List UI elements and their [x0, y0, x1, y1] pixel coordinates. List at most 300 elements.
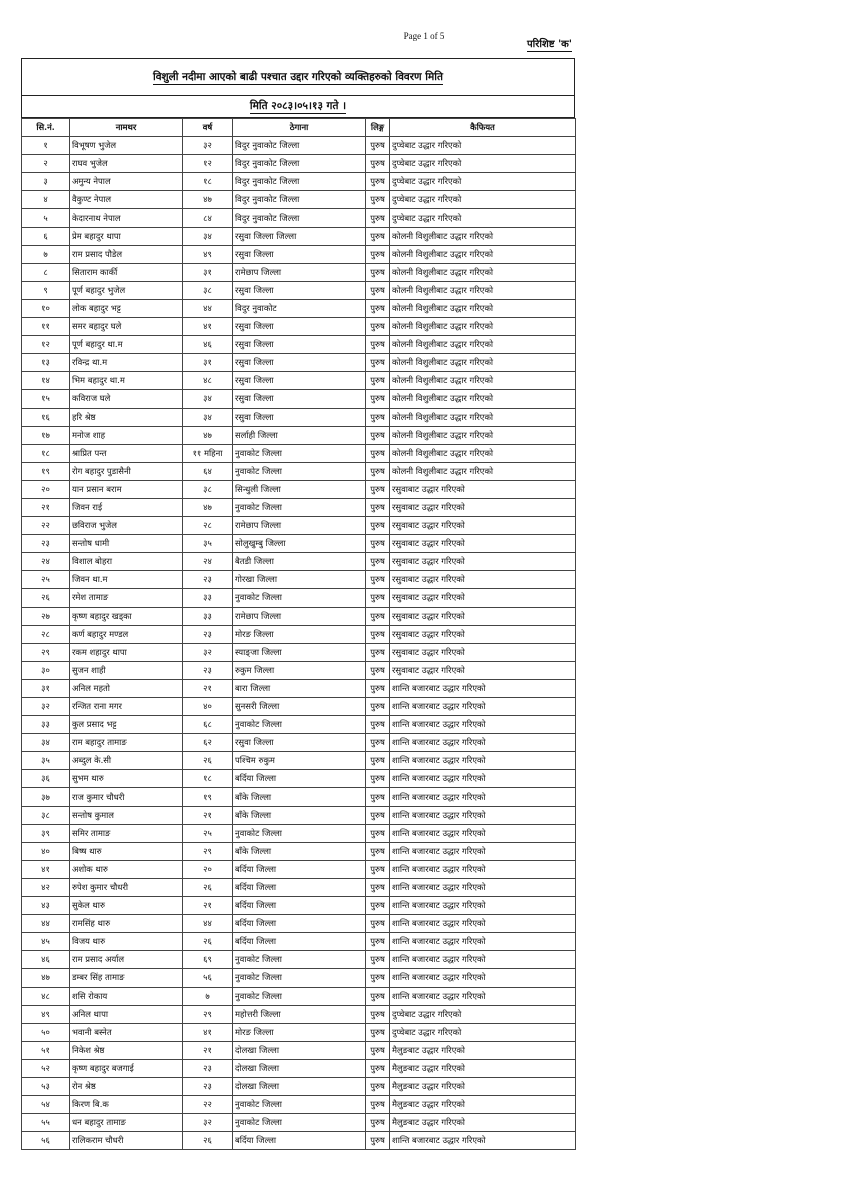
remarks-cell: कोलनी विशुलीबाट उद्धार गरिएको [390, 444, 576, 462]
table-row [22, 155, 576, 173]
address-cell: नुवाकोट जिल्ला [233, 1114, 366, 1132]
address-cell: बाँके जिल्ला [233, 788, 366, 806]
age-cell: ७ [183, 987, 233, 1005]
name-cell: वैकुण्ट नेपाल [70, 191, 183, 209]
address-cell: नुवाकोट जिल्ला [233, 462, 366, 480]
gender-cell: पुरुष [366, 752, 390, 770]
remarks-cell: मैलुङबाट उद्धार गरिएको [390, 1041, 576, 1059]
table-row [22, 318, 576, 336]
gender-cell: पुरुष [366, 372, 390, 390]
page-number: Page 1 of 5 [403, 31, 445, 41]
age-cell: ४८ [183, 372, 233, 390]
serial-cell: ५५ [22, 1114, 70, 1132]
name-cell: रामसिंह थारु [70, 915, 183, 933]
age-cell: ६२ [183, 734, 233, 752]
remarks-cell: दुप्चेबाट उद्धार गरिएको [390, 137, 576, 155]
table-row [22, 1096, 576, 1114]
remarks-cell: मैलुङबाट उद्धार गरिएको [390, 1096, 576, 1114]
name-cell: यान प्रसान बराम [70, 480, 183, 498]
remarks-cell: रसुवाबाट उद्धार गरिएको [390, 607, 576, 625]
address-cell: बर्दिया जिल्ला [233, 770, 366, 788]
age-cell: २१ [183, 679, 233, 697]
serial-cell: १ [22, 137, 70, 155]
age-cell: ३१ [183, 263, 233, 281]
age-cell: ४१ [183, 1023, 233, 1041]
table-row [22, 281, 576, 299]
name-cell: रालिकराम चौधरी [70, 1132, 183, 1150]
name-cell: रोग बहादुर पुडासैनी [70, 462, 183, 480]
age-cell: ३४ [183, 390, 233, 408]
table-row [22, 137, 576, 155]
address-cell: स्याङ्जा जिल्ला [233, 643, 366, 661]
serial-cell: ३१ [22, 679, 70, 697]
gender-cell: पुरुष [366, 1023, 390, 1041]
table-row [22, 734, 576, 752]
remarks-cell: शान्ति बजारबाट उद्धार गरिएको [390, 1132, 576, 1150]
age-cell: २५ [183, 824, 233, 842]
age-cell: ३२ [183, 137, 233, 155]
gender-cell: पुरुष [366, 299, 390, 317]
serial-cell: ४० [22, 842, 70, 860]
age-cell: ३८ [183, 281, 233, 299]
name-cell: डम्बर सिंह तामाङ [70, 969, 183, 987]
name-cell: राघव भुजेल [70, 155, 183, 173]
gender-cell: पुरुष [366, 191, 390, 209]
table-row [22, 480, 576, 498]
age-cell: २१ [183, 1041, 233, 1059]
remarks-cell: कोलनी विशुलीबाट उद्धार गरिएको [390, 426, 576, 444]
gender-cell: पुरुष [366, 734, 390, 752]
serial-cell: ४१ [22, 860, 70, 878]
address-cell: विदुर नुवाकोट जिल्ला [233, 155, 366, 173]
table-row [22, 535, 576, 553]
gender-cell: पुरुष [366, 444, 390, 462]
age-cell: ४४ [183, 915, 233, 933]
gender-cell: पुरुष [366, 209, 390, 227]
name-cell: विशाल बोहरा [70, 553, 183, 571]
name-cell: कुल प्रसाद भट्ट [70, 716, 183, 734]
table-row [22, 1114, 576, 1132]
address-cell: सिन्धुली जिल्ला [233, 480, 366, 498]
gender-cell: पुरुष [366, 173, 390, 191]
remarks-cell: कोलनी विशुलीबाट उद्धार गरिएको [390, 372, 576, 390]
gender-cell: पुरुष [366, 1041, 390, 1059]
table-row [22, 788, 576, 806]
table-row [22, 263, 576, 281]
table-row [22, 1077, 576, 1095]
name-cell: अब्दुल के.सी [70, 752, 183, 770]
address-cell: दोलखा जिल्ला [233, 1077, 366, 1095]
name-cell: धन बहादुर तामाङ [70, 1114, 183, 1132]
remarks-cell: रसुवाबाट उद्धार गरिएको [390, 571, 576, 589]
name-cell: हरि श्रेष्ठ [70, 408, 183, 426]
age-cell: ३२ [183, 643, 233, 661]
serial-cell: ३५ [22, 752, 70, 770]
serial-cell: २४ [22, 553, 70, 571]
remarks-cell: शान्ति बजारबाट उद्धार गरिएको [390, 752, 576, 770]
address-cell: नुवाकोट जिल्ला [233, 716, 366, 734]
gender-cell: पुरुष [366, 318, 390, 336]
remarks-cell: शान्ति बजारबाट उद्धार गरिएको [390, 679, 576, 697]
table-row [22, 1132, 576, 1150]
gender-cell: पुरुष [366, 263, 390, 281]
remarks-cell: दुप्चेबाट उद्धार गरिएको [390, 209, 576, 227]
serial-cell: ७ [22, 245, 70, 263]
address-cell: नुवाकोट जिल्ला [233, 969, 366, 987]
address-cell: विदुर नुवाकोट जिल्ला [233, 137, 366, 155]
remarks-cell: कोलनी विशुलीबाट उद्धार गरिएको [390, 299, 576, 317]
header-age: वर्ष [183, 119, 233, 137]
name-cell: अशोक थारु [70, 860, 183, 878]
remarks-cell: शान्ति बजारबाट उद्धार गरिएको [390, 842, 576, 860]
gender-cell: पुरुष [366, 969, 390, 987]
name-cell: अनिल महतो [70, 679, 183, 697]
table-row [22, 987, 576, 1005]
name-cell: छविराज भुजेल [70, 517, 183, 535]
remarks-cell: शान्ति बजारबाट उद्धार गरिएको [390, 788, 576, 806]
remarks-cell: रसुवाबाट उद्धार गरिएको [390, 625, 576, 643]
name-cell: पूर्ण बहादुर था.म [70, 336, 183, 354]
gender-cell: पुरुष [366, 770, 390, 788]
header-remarks: कैफियत [390, 119, 576, 137]
gender-cell: पुरुष [366, 589, 390, 607]
remarks-cell: मैलुङबाट उद्धार गरिएको [390, 1059, 576, 1077]
table-row [22, 1059, 576, 1077]
gender-cell: पुरुष [366, 842, 390, 860]
gender-cell: पुरुष [366, 462, 390, 480]
gender-cell: पुरुष [366, 625, 390, 643]
table-row [22, 915, 576, 933]
age-cell: २६ [183, 1132, 233, 1150]
serial-cell: ८ [22, 263, 70, 281]
name-cell: सुकेल थारु [70, 897, 183, 915]
gender-cell: पुरुष [366, 1114, 390, 1132]
table-row [22, 1041, 576, 1059]
age-cell: २६ [183, 752, 233, 770]
name-cell: राम प्रसाद अर्याल [70, 951, 183, 969]
address-cell: नुवाकोट जिल्ला [233, 498, 366, 516]
age-cell: १२ [183, 155, 233, 173]
name-cell: भवानी बस्नेत [70, 1023, 183, 1041]
remarks-cell: कोलनी विशुलीबाट उद्धार गरिएको [390, 318, 576, 336]
remarks-cell: शान्ति बजारबाट उद्धार गरिएको [390, 951, 576, 969]
serial-cell: ५६ [22, 1132, 70, 1150]
name-cell: किरण बि.क [70, 1096, 183, 1114]
table-row [22, 498, 576, 516]
gender-cell: पुरुष [366, 716, 390, 734]
name-cell: बिष्ष थारु [70, 842, 183, 860]
age-cell: ३१ [183, 354, 233, 372]
table-row [22, 933, 576, 951]
serial-cell: ३० [22, 661, 70, 679]
gender-cell: पुरुष [366, 915, 390, 933]
age-cell: २६ [183, 933, 233, 951]
address-cell: रसुवा जिल्ला [233, 408, 366, 426]
gender-cell: पुरुष [366, 1096, 390, 1114]
title-box [21, 58, 575, 96]
address-cell: नुवाकोट जिल्ला [233, 951, 366, 969]
name-cell: अनिल थापा [70, 1005, 183, 1023]
age-cell: २३ [183, 625, 233, 643]
serial-cell: १३ [22, 354, 70, 372]
table-row [22, 878, 576, 896]
gender-cell: पुरुष [366, 281, 390, 299]
address-cell: रसुवा जिल्ला [233, 390, 366, 408]
serial-cell: २० [22, 480, 70, 498]
serial-cell: १९ [22, 462, 70, 480]
age-cell: २८ [183, 517, 233, 535]
header-name: नामथर [70, 119, 183, 137]
document-sheet [21, 58, 575, 1150]
gender-cell: पुरुष [366, 137, 390, 155]
name-cell: सन्तोष धामी [70, 535, 183, 553]
age-cell: २३ [183, 661, 233, 679]
name-cell: राम प्रसाद पौडेल [70, 245, 183, 263]
gender-cell: पुरुष [366, 860, 390, 878]
name-cell: राम बहादुर तामाङ [70, 734, 183, 752]
serial-cell: २६ [22, 589, 70, 607]
gender-cell: पुरुष [366, 480, 390, 498]
age-cell: १८ [183, 173, 233, 191]
age-cell: ३८ [183, 480, 233, 498]
table-row [22, 209, 576, 227]
serial-cell: ११ [22, 318, 70, 336]
remarks-cell: शान्ति बजारबाट उद्धार गरिएको [390, 915, 576, 933]
name-cell: मनोज शाह [70, 426, 183, 444]
gender-cell: पुरुष [366, 245, 390, 263]
address-cell: बर्दिया जिल्ला [233, 1132, 366, 1150]
address-cell: दोलखा जिल्ला [233, 1059, 366, 1077]
serial-cell: ५३ [22, 1077, 70, 1095]
address-cell: रसुवा जिल्ला [233, 318, 366, 336]
name-cell: सुभम थारु [70, 770, 183, 788]
remarks-cell: शान्ति बजारबाट उद्धार गरिएको [390, 824, 576, 842]
address-cell: रामेछाप जिल्ला [233, 517, 366, 535]
remarks-cell: रसुवाबाट उद्धार गरिएको [390, 589, 576, 607]
remarks-cell: शान्ति बजारबाट उद्धार गरिएको [390, 969, 576, 987]
age-cell: ४६ [183, 336, 233, 354]
serial-cell: ५२ [22, 1059, 70, 1077]
serial-cell: १६ [22, 408, 70, 426]
serial-cell: ४४ [22, 915, 70, 933]
name-cell: कृष्ण बहादुर खड्का [70, 607, 183, 625]
age-cell: २१ [183, 897, 233, 915]
table-row [22, 227, 576, 245]
age-cell: ३४ [183, 408, 233, 426]
serial-cell: २७ [22, 607, 70, 625]
gender-cell: पुरुष [366, 878, 390, 896]
serial-cell: २३ [22, 535, 70, 553]
serial-cell: २५ [22, 571, 70, 589]
table-row [22, 571, 576, 589]
age-cell: ६८ [183, 716, 233, 734]
header-serial: सि.नं. [22, 119, 70, 137]
name-cell: जिवन था.म [70, 571, 183, 589]
table-row [22, 698, 576, 716]
serial-cell: ४ [22, 191, 70, 209]
table-row [22, 951, 576, 969]
serial-cell: ४८ [22, 987, 70, 1005]
name-cell: कृष्ण बहादुर बजगाई [70, 1059, 183, 1077]
table-row [22, 390, 576, 408]
remarks-cell: दुप्चेबाट उद्धार गरिएको [390, 191, 576, 209]
name-cell: पूर्ण बहादुर भुजेल [70, 281, 183, 299]
gender-cell: पुरुष [366, 806, 390, 824]
gender-cell: पुरुष [366, 679, 390, 697]
address-cell: सोलुखुम्बु जिल्ला [233, 535, 366, 553]
gender-cell: पुरुष [366, 933, 390, 951]
gender-cell: पुरुष [366, 607, 390, 625]
age-cell: ४७ [183, 498, 233, 516]
table-row [22, 517, 576, 535]
address-cell: बाँके जिल्ला [233, 842, 366, 860]
age-cell: ४० [183, 698, 233, 716]
serial-cell: ३ [22, 173, 70, 191]
remarks-cell: दुप्चेबाट उद्धार गरिएको [390, 1023, 576, 1041]
remarks-cell: रसुवाबाट उद्धार गरिएको [390, 643, 576, 661]
serial-cell: ३३ [22, 716, 70, 734]
serial-cell: ३४ [22, 734, 70, 752]
gender-cell: पुरुष [366, 571, 390, 589]
date-box [21, 96, 575, 118]
name-cell: केदारनाथ नेपाल [70, 209, 183, 227]
serial-cell: ४९ [22, 1005, 70, 1023]
table-row [22, 1023, 576, 1041]
remarks-cell: शान्ति बजारबाट उद्धार गरिएको [390, 987, 576, 1005]
remarks-cell: कोलनी विशुलीबाट उद्धार गरिएको [390, 462, 576, 480]
serial-cell: २१ [22, 498, 70, 516]
remarks-cell: कोलनी विशुलीबाट उद्धार गरिएको [390, 281, 576, 299]
address-cell: बर्दिया जिल्ला [233, 933, 366, 951]
age-cell: २९ [183, 1005, 233, 1023]
table-row [22, 589, 576, 607]
table-row [22, 408, 576, 426]
remarks-cell: मैलुङबाट उद्धार गरिएको [390, 1077, 576, 1095]
table-row [22, 824, 576, 842]
table-body [22, 137, 576, 1150]
name-cell: कविराज घले [70, 390, 183, 408]
serial-cell: ९ [22, 281, 70, 299]
table-row [22, 1005, 576, 1023]
age-cell: २३ [183, 1077, 233, 1095]
table-header-row [22, 119, 576, 137]
address-cell: बैतडी जिल्ला [233, 553, 366, 571]
age-cell: ११ महिना [183, 444, 233, 462]
table-row [22, 679, 576, 697]
table-row [22, 354, 576, 372]
remarks-cell: शान्ति बजारबाट उद्धार गरिएको [390, 770, 576, 788]
table-row [22, 860, 576, 878]
address-cell: विदुर नुवाकोट जिल्ला [233, 209, 366, 227]
remarks-cell: शान्ति बजारबाट उद्धार गरिएको [390, 897, 576, 915]
document-date: मिति २०८३।०५।१३ गते । [249, 100, 347, 112]
serial-cell: ५ [22, 209, 70, 227]
name-cell: भिम बहादुर था.म [70, 372, 183, 390]
name-cell: समिर तामाङ [70, 824, 183, 842]
remarks-cell: कोलनी विशुलीबाट उद्धार गरिएको [390, 245, 576, 263]
address-cell: रसुवा जिल्ला [233, 372, 366, 390]
address-cell: नुवाकोट जिल्ला [233, 1096, 366, 1114]
address-cell: महोत्तरी जिल्ला [233, 1005, 366, 1023]
name-cell: प्रेम बहादुर थापा [70, 227, 183, 245]
gender-cell: पुरुष [366, 1059, 390, 1077]
remarks-cell: कोलनी विशुलीबाट उद्धार गरिएको [390, 336, 576, 354]
remarks-cell: शान्ति बजारबाट उद्धार गरिएको [390, 716, 576, 734]
serial-cell: १५ [22, 390, 70, 408]
name-cell: श्राप्रित पन्त [70, 444, 183, 462]
table-row [22, 770, 576, 788]
name-cell: रुपेश कुमार चौधरी [70, 878, 183, 896]
gender-cell: पुरुष [366, 517, 390, 535]
address-cell: दोलखा जिल्ला [233, 1041, 366, 1059]
serial-cell: ५१ [22, 1041, 70, 1059]
gender-cell: पुरुष [366, 227, 390, 245]
address-cell: विदुर नुवाकोट जिल्ला [233, 173, 366, 191]
header-gender: लिङ्ग [366, 119, 390, 137]
address-cell: रसुवा जिल्ला [233, 734, 366, 752]
name-cell: लोक बहादुर भट्ट [70, 299, 183, 317]
remarks-cell: शान्ति बजारबाट उद्धार गरिएको [390, 860, 576, 878]
serial-cell: १० [22, 299, 70, 317]
gender-cell: पुरुष [366, 897, 390, 915]
gender-cell: पुरुष [366, 408, 390, 426]
age-cell: ५६ [183, 969, 233, 987]
remarks-cell: शान्ति बजारबाट उद्धार गरिएको [390, 734, 576, 752]
remarks-cell: शान्ति बजारबाट उद्धार गरिएको [390, 933, 576, 951]
remarks-cell: शान्ति बजारबाट उद्धार गरिएको [390, 806, 576, 824]
table-row [22, 607, 576, 625]
address-cell: बर्दिया जिल्ला [233, 915, 366, 933]
gender-cell: पुरुष [366, 824, 390, 842]
name-cell: जिवन राई [70, 498, 183, 516]
table-row [22, 173, 576, 191]
name-cell: सन्तोष कुमाल [70, 806, 183, 824]
age-cell: १८ [183, 770, 233, 788]
table-row [22, 444, 576, 462]
gender-cell: पुरुष [366, 987, 390, 1005]
serial-cell: ४७ [22, 969, 70, 987]
name-cell: विभूषण भुजेल [70, 137, 183, 155]
table-row [22, 372, 576, 390]
age-cell: ४७ [183, 191, 233, 209]
address-cell: नुवाकोट जिल्ला [233, 589, 366, 607]
gender-cell: पुरुष [366, 1005, 390, 1023]
gender-cell: पुरुष [366, 354, 390, 372]
gender-cell: पुरुष [366, 390, 390, 408]
address-cell: रसुवा जिल्ला [233, 336, 366, 354]
table-row [22, 716, 576, 734]
table-row [22, 553, 576, 571]
address-cell: पश्चिम रुकुम [233, 752, 366, 770]
age-cell: २२ [183, 1096, 233, 1114]
remarks-cell: रसुवाबाट उद्धार गरिएको [390, 535, 576, 553]
address-cell: रसुवा जिल्ला [233, 245, 366, 263]
table-row [22, 661, 576, 679]
table-row [22, 462, 576, 480]
age-cell: ३४ [183, 227, 233, 245]
name-cell: कर्ण बहादुर मण्डल [70, 625, 183, 643]
age-cell: ४९ [183, 245, 233, 263]
remarks-cell: कोलनी विशुलीबाट उद्धार गरिएको [390, 354, 576, 372]
name-cell: विजय थारु [70, 933, 183, 951]
remarks-cell: कोलनी विशुलीबाट उद्धार गरिएको [390, 263, 576, 281]
age-cell: ३३ [183, 607, 233, 625]
age-cell: २३ [183, 571, 233, 589]
table-row [22, 336, 576, 354]
age-cell: ४७ [183, 426, 233, 444]
serial-cell: १४ [22, 372, 70, 390]
table-row [22, 643, 576, 661]
